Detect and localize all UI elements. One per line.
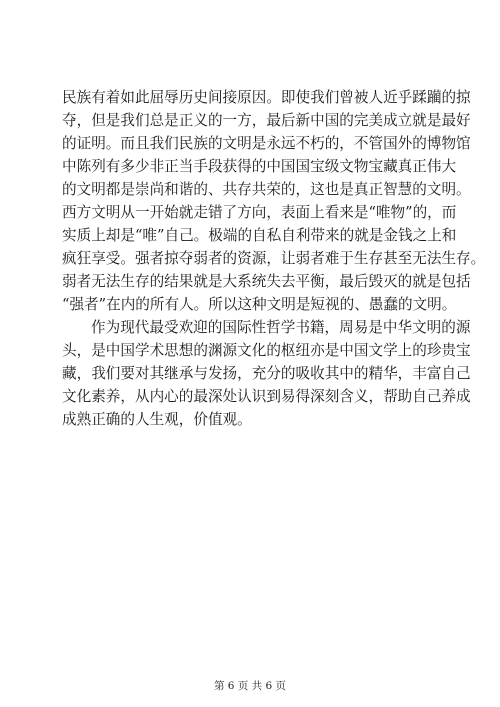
document-body bbox=[62, 86, 486, 431]
text-line: 藏，我们要对其继承与发扬，充分的吸收其中的精华，丰富自己 bbox=[62, 365, 471, 382]
text-line: 疯狂享受。强者掠夺弱者的资源，让弱者难于生存甚至无法生存。 bbox=[62, 250, 486, 267]
text-line: 弱者无法生存的结果就是大系统失去平衡，最后毁灭的就是包括 bbox=[62, 273, 471, 290]
paragraph-2 bbox=[62, 316, 471, 431]
text-line: 的证明。而且我们民族的文明是永远不朽的，不管国外的博物馆 bbox=[62, 135, 471, 152]
text-line: 实质上却是“唯”自己。极端的自私自利带来的就是金钱之上和 bbox=[62, 227, 457, 244]
text-line: 夺，但是我们总是正义的一方，最后新中国的完美成立就是最好 bbox=[62, 112, 471, 129]
text-line: 头，是中国学术思想的渊源文化的枢纽亦是中国文学上的珍贵宝 bbox=[62, 342, 471, 359]
page-footer bbox=[0, 679, 500, 693]
text-line: 文化素养，从内心的最深处认识到易得深刻含义，帮助自己养成 bbox=[62, 388, 471, 405]
text-line: “强者”在内的所有人。所以这种文明是短视的、愚蠢的文明。 bbox=[62, 296, 457, 313]
text-line: 的文明都是崇尚和谐的、共存共荣的，这也是真正智慧的文明。 bbox=[62, 181, 471, 198]
text-line: 民族有着如此屈辱历史间接原因。即使我们曾被人近乎蹂躏的掠 bbox=[62, 89, 471, 106]
text-line: 西方文明从一开始就走错了方向，表面上看来是“唯物”的，而 bbox=[62, 204, 457, 221]
text-line: 中陈列有多少非正当手段获得的中国国宝级文物宝藏真正伟大 bbox=[62, 158, 457, 175]
page-number-label: 第 6 页 共 6 页 bbox=[213, 680, 287, 692]
text-line: 作为现代最受欢迎的国际性哲学书籍，周易是中华文明的源 bbox=[91, 319, 471, 336]
paragraph-1 bbox=[62, 86, 486, 316]
text-line: 成熟正确的人生观，价值观。 bbox=[62, 411, 252, 428]
